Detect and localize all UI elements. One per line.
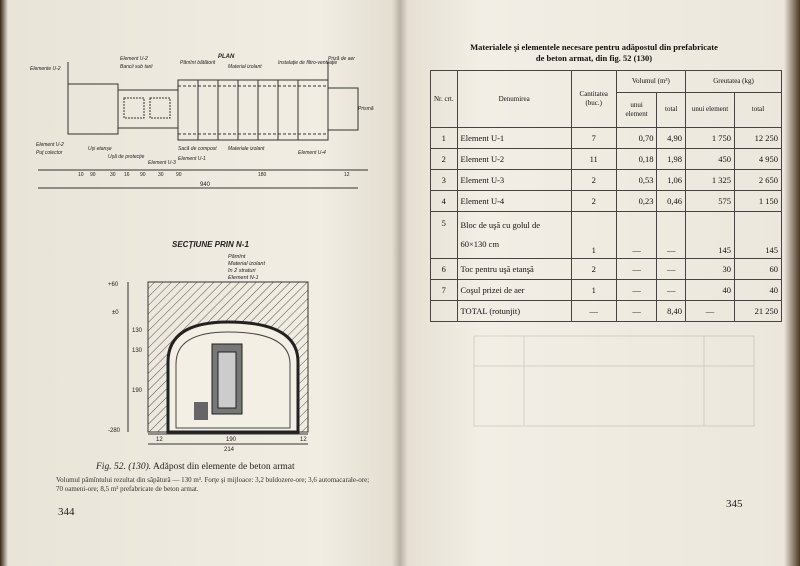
table-row: [431, 259, 782, 280]
materials-table: [430, 70, 782, 322]
label-element-u3: Element U-3: [148, 160, 176, 166]
figure-note: Volumul pămîntului rezultat din săpătură — 130 m³. Forţe şi mijloace: 3,2 buldozere-ore; 3,6 automacarale-ore; 70 oameni-ore; 8,5 m³ prefabricate de beton armat.: [56, 476, 370, 493]
plan-entry-block: [68, 84, 118, 134]
dim-190-b: 190: [226, 437, 237, 443]
dim-top-3: 30: [110, 172, 116, 178]
right-page: [404, 0, 790, 566]
cell-vol-unit: —: [616, 212, 657, 259]
cell-vol-total: —: [657, 259, 686, 280]
cell-vol-unit: 0,53: [616, 170, 657, 191]
cell-w-unit: 450: [686, 149, 735, 170]
dim-top-6: 30: [158, 172, 164, 178]
dim-top-4: 16: [124, 172, 130, 178]
cell-w-unit: 40: [686, 280, 735, 301]
label-pamant: Pămînt: [228, 254, 246, 260]
cell-nr: 5: [431, 212, 458, 259]
cell-w-unit: 30: [686, 259, 735, 280]
cell-qty: 2: [571, 191, 616, 212]
cell-total-qty: —: [571, 301, 616, 322]
table-row: [431, 128, 782, 149]
table-title-line1: Materialele şi elementele necesare pentru adăpostul din prefabricate: [470, 42, 718, 52]
label-material-izolant: Material izolant: [228, 64, 262, 70]
cell-name: Bloc de uşă cu golul de 60×130 cm: [457, 212, 571, 259]
label-element-u4: Element U-4: [298, 150, 326, 156]
dim-top-9: 12: [344, 172, 350, 178]
label-usa-protectie: Uşă de protecţie: [108, 154, 145, 160]
level-plus60: +60: [108, 282, 119, 288]
dim-130-b: 130: [132, 348, 143, 354]
label-saca-compost: Sacă de compost: [178, 146, 217, 152]
header-volumul: Volumul (m³): [616, 71, 685, 93]
cell-nr: 6: [431, 259, 458, 280]
label-materiale-izolant-bottom: Materiale izolant: [228, 146, 265, 152]
label-elemente-u2: Elemente U-2: [30, 66, 61, 72]
cell-w-total: 12 250: [735, 128, 782, 149]
dim-top-1: 10: [78, 172, 84, 178]
plan-air-intake: [328, 88, 358, 130]
cell-nr: 1: [431, 128, 458, 149]
level-minus280: -280: [108, 428, 121, 434]
label-element-u2-left: Element U-2: [36, 142, 64, 148]
label-bancii: Bancii sub tarii: [120, 64, 153, 70]
table-row: [431, 280, 782, 301]
bleed-through-drawing: [464, 326, 764, 436]
page-number-right: 345: [726, 498, 743, 510]
cell-qty: 2: [571, 170, 616, 191]
label-put-colector: Puţ colector: [36, 150, 63, 156]
label-usi-etanse: Uşi etanşe: [88, 146, 112, 152]
table-row: [431, 212, 782, 259]
table-row: [431, 149, 782, 170]
cell-qty: 2: [571, 259, 616, 280]
cell-total-w-unit: —: [686, 301, 735, 322]
label-plan-title: PLAN: [218, 54, 235, 60]
cell-w-unit: 1 750: [686, 128, 735, 149]
header-denumirea: Denumirea: [457, 71, 571, 128]
table-row: [431, 170, 782, 191]
cell-total-vol-total: 8,40: [657, 301, 686, 322]
cell-vol-total: 0,46: [657, 191, 686, 212]
caption-text: Adăpost din elemente de beton armat: [151, 462, 295, 472]
header-vol-unit: unui element: [616, 92, 657, 127]
cell-w-total: 1 150: [735, 191, 782, 212]
cell-vol-unit: —: [616, 259, 657, 280]
cell-vol-total: —: [657, 280, 686, 301]
cell-name: Element U-1: [457, 128, 571, 149]
cell-name: Toc pentru uşă etanşă: [457, 259, 571, 280]
dim-12-b: 12: [300, 437, 307, 443]
dim-12-a: 12: [156, 437, 163, 443]
table-total-row: [431, 301, 782, 322]
cell-qty: 1: [571, 280, 616, 301]
cell-nr: 7: [431, 280, 458, 301]
cell-w-unit: 575: [686, 191, 735, 212]
cell-total-name: TOTAL (rotunjit): [457, 301, 571, 322]
header-greutatea: Greutatea (kg): [686, 71, 782, 93]
plan-corridor: [118, 90, 178, 128]
cell-vol-unit: 0,70: [616, 128, 657, 149]
cell-vol-unit: —: [616, 280, 657, 301]
cell-vol-total: 1,98: [657, 149, 686, 170]
label-section-material: Material izolant: [228, 261, 265, 267]
dim-top-8: 180: [258, 172, 267, 178]
section-drawing: [108, 252, 348, 452]
cell-vol-total: 4,90: [657, 128, 686, 149]
level-zero: ±0: [112, 310, 119, 316]
dim-total: 940: [200, 182, 211, 188]
cell-name: Element U-2: [457, 149, 571, 170]
header-w-total: total: [735, 92, 782, 127]
cell-w-unit: 145: [686, 212, 735, 259]
figure-caption: [96, 462, 396, 472]
cell-w-total: 4 950: [735, 149, 782, 170]
cell-vol-total: 1,06: [657, 170, 686, 191]
label-element-u1: Element U-1: [178, 156, 206, 162]
cell-w-total: 60: [735, 259, 782, 280]
label-element-n1: Element N-1: [228, 275, 259, 281]
cell-nr: 4: [431, 191, 458, 212]
cell-w-total: 2 650: [735, 170, 782, 191]
dim-190-a: 190: [132, 388, 143, 394]
dim-top-7: 90: [176, 172, 182, 178]
table-title-line2: de beton armat, din fig. 52 (130): [535, 53, 653, 63]
cell-qty: 7: [571, 128, 616, 149]
section-title: SECŢIUNE PRIN N-1: [172, 240, 249, 249]
left-page: [8, 0, 396, 566]
header-nr: Nr. crt.: [431, 71, 458, 128]
cell-qty: 1: [571, 212, 616, 259]
dim-top-5: 90: [140, 172, 146, 178]
label-straturi: în 2 straturi: [228, 268, 256, 274]
cell-w-total: 40: [735, 280, 782, 301]
table-title: [444, 42, 744, 64]
cell-qty: 11: [571, 149, 616, 170]
label-pamant-batatorit: Pămînt bătătorit: [180, 60, 216, 66]
cell-vol-unit: 0,23: [616, 191, 657, 212]
cell-name: Element U-4: [457, 191, 571, 212]
dim-214: 214: [224, 447, 235, 452]
dim-top-2: 90: [90, 172, 96, 178]
cell-vol-unit: 0,18: [616, 149, 657, 170]
plan-main-chamber: [178, 80, 328, 140]
caption-fig-number: Fig. 52. (130).: [96, 462, 152, 472]
label-element-u2-top: Element U-2: [120, 56, 148, 62]
label-instalatie: Instalaţie de filtro-ventilaţie: [278, 60, 338, 66]
plan-drawing: [28, 50, 378, 200]
label-priza-aer: Priză de aer: [328, 56, 355, 62]
header-cantitatea: Cantitatea (buc.): [571, 71, 616, 128]
cell-w-total: 145: [735, 212, 782, 259]
header-w-unit: unui element: [686, 92, 735, 127]
header-vol-total: total: [657, 92, 686, 127]
cell-nr: 3: [431, 170, 458, 191]
cell-total-w-total: 21 250: [735, 301, 782, 322]
cell-total-vol-unit: —: [616, 301, 657, 322]
dim-130-a: 130: [132, 328, 143, 334]
cell-name: Coşul prizei de aer: [457, 280, 571, 301]
cell-w-unit: 1 325: [686, 170, 735, 191]
cell-vol-total: —: [657, 212, 686, 259]
table-row: [431, 191, 782, 212]
cell-nr: 2: [431, 149, 458, 170]
label-prisma: Prismă: [358, 106, 374, 112]
page-number-left: 344: [58, 506, 75, 518]
cell-name: Element U-3: [457, 170, 571, 191]
